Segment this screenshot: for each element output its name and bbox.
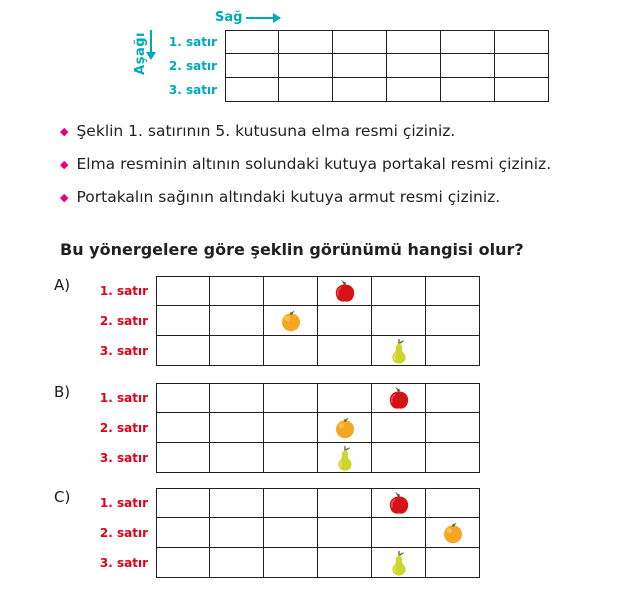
option-letter: A) xyxy=(54,276,71,294)
option-c-grid xyxy=(86,488,480,578)
grid-cell[interactable] xyxy=(426,276,480,306)
diamond-bullet-icon: ◆ xyxy=(60,125,69,138)
grid-cell-elma[interactable] xyxy=(318,276,372,306)
grid-cell[interactable] xyxy=(156,548,210,578)
grid-cell[interactable] xyxy=(156,488,210,518)
grid-cell[interactable] xyxy=(426,383,480,413)
table-row xyxy=(86,518,480,548)
grid-cell[interactable] xyxy=(372,276,426,306)
armut-icon xyxy=(333,444,357,472)
grid-cell[interactable] xyxy=(264,443,318,473)
grid-cells xyxy=(156,548,480,578)
right-direction-text: Sağ xyxy=(215,10,243,25)
armut-icon xyxy=(387,549,411,577)
portakal-icon xyxy=(333,416,357,440)
grid-cell[interactable] xyxy=(210,383,264,413)
down-direction-label: Aşağı xyxy=(133,32,148,75)
grid-cells xyxy=(225,54,549,78)
grid-cell[interactable] xyxy=(495,54,549,78)
grid-cell[interactable] xyxy=(372,443,426,473)
instruction-text: Portakalın sağının altındaki kutuya armut resmi çiziniz. xyxy=(76,188,501,206)
grid-cell[interactable] xyxy=(387,54,441,78)
grid-cell[interactable] xyxy=(318,548,372,578)
grid-cell-portakal[interactable] xyxy=(264,306,318,336)
diamond-bullet-icon: ◆ xyxy=(60,191,69,204)
table-row xyxy=(86,548,480,578)
grid-cell[interactable] xyxy=(210,336,264,366)
option-a-grid xyxy=(86,276,480,366)
right-direction-label xyxy=(215,10,280,25)
grid-cell[interactable] xyxy=(441,54,495,78)
grid-cell-armut[interactable] xyxy=(318,443,372,473)
grid-cell[interactable] xyxy=(279,78,333,102)
grid-cell[interactable] xyxy=(387,78,441,102)
row-label: 1. satır xyxy=(99,496,148,510)
grid-cell[interactable] xyxy=(156,306,210,336)
grid-cell[interactable] xyxy=(318,488,372,518)
grid-cells xyxy=(156,276,480,306)
row-label: 1. satır xyxy=(168,35,217,49)
table-row xyxy=(86,276,480,306)
table-row xyxy=(155,54,549,78)
list-item xyxy=(60,122,620,142)
grid-cell[interactable] xyxy=(387,30,441,54)
grid-cell-elma[interactable] xyxy=(372,383,426,413)
table-row xyxy=(155,30,549,54)
down-arrow-icon xyxy=(150,30,152,52)
table-row xyxy=(86,443,480,473)
grid-cell[interactable] xyxy=(372,413,426,443)
grid-cell[interactable] xyxy=(279,30,333,54)
grid-cells xyxy=(156,383,480,413)
portakal-icon xyxy=(279,309,303,333)
grid-cell[interactable] xyxy=(225,30,279,54)
grid-cells xyxy=(156,443,480,473)
grid-cell-elma[interactable] xyxy=(372,488,426,518)
grid-cell[interactable] xyxy=(264,518,318,548)
grid-cell[interactable] xyxy=(264,276,318,306)
grid-cell-portakal[interactable] xyxy=(318,413,372,443)
table-row xyxy=(86,383,480,413)
grid-cell[interactable] xyxy=(426,548,480,578)
row-label: 3. satır xyxy=(168,83,217,97)
grid-cell[interactable] xyxy=(264,548,318,578)
grid-cells xyxy=(156,488,480,518)
grid-cell[interactable] xyxy=(426,306,480,336)
grid-cell[interactable] xyxy=(495,30,549,54)
grid-cell[interactable] xyxy=(210,518,264,548)
grid-cell[interactable] xyxy=(156,518,210,548)
grid-cells xyxy=(156,306,480,336)
portakal-icon xyxy=(441,521,465,545)
grid-cell[interactable] xyxy=(210,306,264,336)
grid-cell[interactable] xyxy=(156,276,210,306)
grid-cell[interactable] xyxy=(318,336,372,366)
grid-cell[interactable] xyxy=(279,54,333,78)
grid-cells xyxy=(156,518,480,548)
grid-cell[interactable] xyxy=(333,54,387,78)
grid-cells xyxy=(225,78,549,102)
table-row xyxy=(86,413,480,443)
elma-icon xyxy=(332,278,358,304)
elma-icon xyxy=(386,490,412,516)
grid-cell[interactable] xyxy=(333,30,387,54)
list-item xyxy=(60,155,620,175)
grid-cell[interactable] xyxy=(372,518,426,548)
instruction-text: Elma resminin altının solundaki kutuya portakal resmi çiziniz. xyxy=(76,155,552,173)
grid-cell[interactable] xyxy=(372,306,426,336)
instruction-list xyxy=(60,122,620,221)
grid-cell[interactable] xyxy=(441,78,495,102)
row-label: 1. satır xyxy=(99,284,148,298)
option-letter: C) xyxy=(54,488,71,506)
top-grid xyxy=(155,30,549,102)
row-label: 2. satır xyxy=(99,421,148,435)
option-b-grid xyxy=(86,383,480,473)
grid-cell[interactable] xyxy=(426,336,480,366)
grid-cell[interactable] xyxy=(156,413,210,443)
grid-cell[interactable] xyxy=(210,413,264,443)
grid-cells xyxy=(156,336,480,366)
grid-cell[interactable] xyxy=(318,518,372,548)
list-item xyxy=(60,188,620,208)
table-row xyxy=(86,306,480,336)
grid-cell[interactable] xyxy=(210,443,264,473)
option-letter: B) xyxy=(54,383,71,401)
right-arrow-icon xyxy=(246,17,280,19)
grid-cell-armut[interactable] xyxy=(372,336,426,366)
diamond-bullet-icon: ◆ xyxy=(60,158,69,171)
grid-cell[interactable] xyxy=(264,336,318,366)
grid-cell[interactable] xyxy=(318,383,372,413)
grid-cell[interactable] xyxy=(156,383,210,413)
grid-cell[interactable] xyxy=(495,78,549,102)
grid-cell-portakal[interactable] xyxy=(426,518,480,548)
grid-cell[interactable] xyxy=(426,413,480,443)
grid-cell[interactable] xyxy=(225,54,279,78)
instruction-text: Şeklin 1. satırının 5. kutusuna elma resmi çiziniz. xyxy=(76,122,456,140)
grid-cell[interactable] xyxy=(333,78,387,102)
row-label: 3. satır xyxy=(99,556,148,570)
grid-cell[interactable] xyxy=(318,306,372,336)
table-row xyxy=(155,78,549,102)
armut-icon xyxy=(387,337,411,365)
grid-cells xyxy=(156,413,480,443)
table-row xyxy=(86,488,480,518)
grid-cell[interactable] xyxy=(441,30,495,54)
grid-cell[interactable] xyxy=(426,443,480,473)
grid-cell[interactable] xyxy=(264,413,318,443)
row-label: 2. satır xyxy=(99,526,148,540)
grid-cell[interactable] xyxy=(156,443,210,473)
grid-cell[interactable] xyxy=(264,488,318,518)
direction-diagram xyxy=(0,0,622,112)
row-label: 3. satır xyxy=(99,451,148,465)
grid-cell[interactable] xyxy=(264,383,318,413)
grid-cell[interactable] xyxy=(210,276,264,306)
elma-icon xyxy=(386,385,412,411)
grid-cell[interactable] xyxy=(426,488,480,518)
row-label: 2. satır xyxy=(99,314,148,328)
grid-cell-armut[interactable] xyxy=(372,548,426,578)
grid-cell[interactable] xyxy=(156,336,210,366)
row-label: 2. satır xyxy=(168,59,217,73)
table-row xyxy=(86,336,480,366)
row-label: 3. satır xyxy=(99,344,148,358)
grid-cell[interactable] xyxy=(210,488,264,518)
grid-cell[interactable] xyxy=(225,78,279,102)
grid-cell[interactable] xyxy=(210,548,264,578)
grid-cells xyxy=(225,30,549,54)
question-text: Bu yönergelere göre şeklin görünümü hangisi olur? xyxy=(60,240,524,259)
row-label: 1. satır xyxy=(99,391,148,405)
